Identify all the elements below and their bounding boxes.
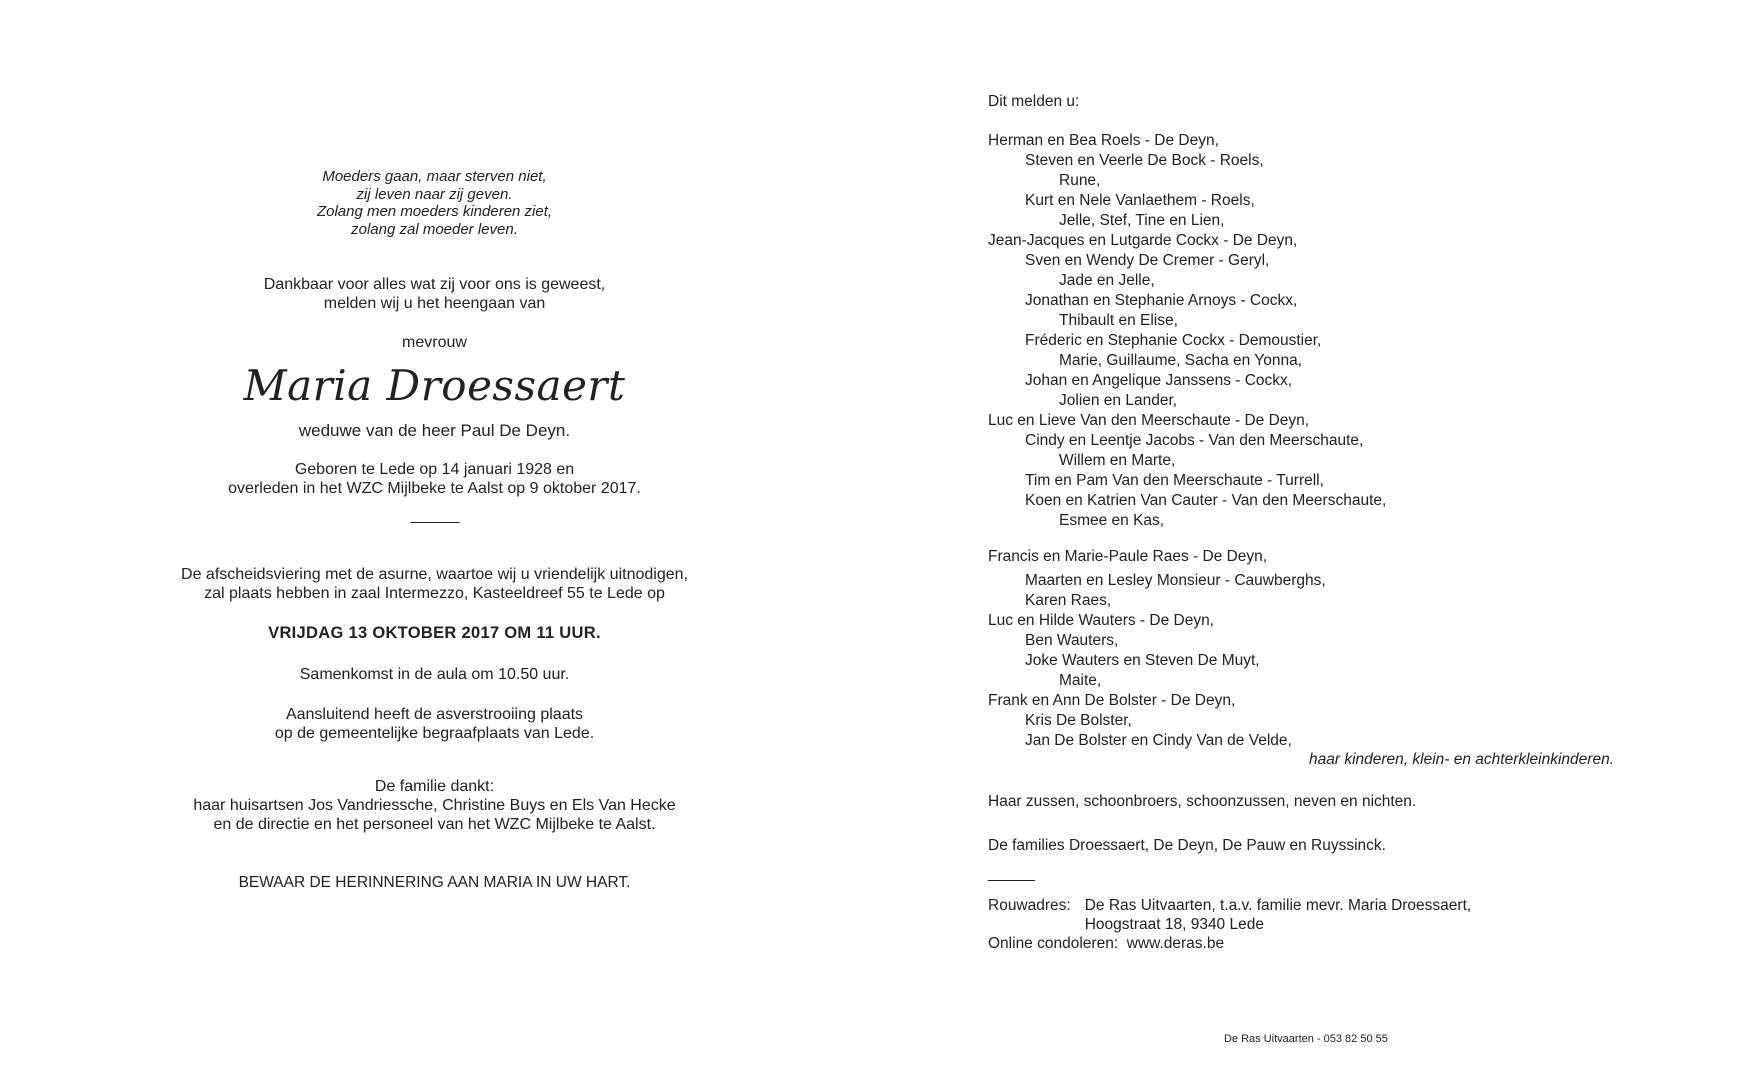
online-label: Online condoleren: — [988, 935, 1119, 952]
family-member-line: Francis en Marie-Paule Raes - De Deyn, — [988, 548, 1268, 565]
family-list — [988, 131, 1386, 531]
intro-line: Dankbaar voor alles wat zij voor ons is geweest, — [263, 276, 606, 293]
family-member-line: Ben Wauters, — [1025, 632, 1119, 649]
address-label: Rouwadres: — [988, 897, 1071, 914]
family-member-line: Jelle, Stef, Tine en Lien, — [1059, 212, 1225, 229]
siblings-line: Haar zussen, schoonbroers, schoonzussen, neven en nichten. — [988, 793, 1417, 810]
birth-death-info — [0, 460, 869, 498]
ceremony-info — [0, 565, 869, 603]
right-page — [869, 0, 1738, 1080]
family-member-line: Jean-Jacques en Lutgarde Cockx - De Deyn, — [988, 232, 1298, 249]
address-line: Hoogstraat 18, 9340 Lede — [1084, 916, 1264, 933]
title-word: mevrouw — [402, 334, 467, 351]
online-condolence — [988, 934, 1224, 954]
ash-scattering-info — [0, 705, 869, 743]
family-member-line: Marie, Guillaume, Sacha en Yonna, — [1059, 352, 1302, 369]
families-line: De families Droessaert, De Deyn, De Pauw en Ruyssinck. — [988, 837, 1386, 854]
family-member-line: Sven en Wendy De Cremer - Geryl, — [1025, 252, 1270, 269]
family-member-line: Rune, — [1059, 172, 1101, 189]
family-member-line: Thibault en Elise, — [1059, 312, 1178, 329]
family-member-line: Esmee en Kas, — [1059, 512, 1165, 529]
birth-line: Geboren te Lede op 14 januari 1928 en — [294, 461, 575, 478]
address-line: De Ras Uitvaarten, t.a.v. familie mevr. Maria Droessaert, — [1084, 897, 1472, 914]
family-member-line: Tim en Pam Van den Meerschaute - Turrell, — [1025, 472, 1324, 489]
family-member-line: Frank en Ann De Bolster - De Deyn, — [988, 692, 1236, 709]
family-member-line: Jan De Bolster en Cindy Van de Velde, — [1025, 732, 1292, 749]
family-member-line: Karen Raes, — [1025, 592, 1112, 609]
family-member-line: Kurt en Nele Vanlaethem - Roels, — [1025, 192, 1255, 209]
family-member-line: Kris De Bolster, — [1025, 712, 1132, 729]
thanks-line: De familie dankt: — [374, 778, 495, 795]
closing-line: BEWAAR DE HERINNERING AAN MARIA IN UW HART. — [238, 874, 631, 891]
ceremony-line: De afscheidsviering met de asurne, waartoe wij u vriendelijk uitnodigen, — [181, 566, 688, 583]
intro-line: melden wij u het heengaan van — [323, 295, 546, 312]
family-member-line: Johan en Angelique Janssens - Cockx, — [1025, 372, 1293, 389]
family-member-line: Fréderic en Stephanie Cockx - Demoustier, — [1025, 332, 1322, 349]
family-list-second — [988, 547, 1326, 751]
right-intro: Dit melden u: — [988, 93, 1080, 110]
family-member-line: Jade en Jelle, — [1059, 272, 1155, 289]
family-member-line: Luc en Hilde Wauters - De Deyn, — [988, 612, 1214, 629]
family-member-line: Maite, — [1059, 672, 1102, 689]
separator: ______ — [410, 507, 459, 524]
poem-line: Moeders gaan, maar sterven niet, — [322, 168, 547, 185]
family-member-line: Koen en Katrien Van Cauter - Van den Meerschaute, — [1025, 492, 1387, 509]
meeting-time: Samenkomst in de aula om 10.50 uur. — [299, 666, 570, 683]
scattering-line: Aansluitend heeft de asverstrooiing plaats — [285, 706, 584, 723]
family-member-line: Jolien en Lander, — [1059, 392, 1178, 409]
family-member-line: Steven en Veerle De Bock - Roels, — [1025, 152, 1264, 169]
family-member-line: Herman en Bea Roels - De Deyn, — [988, 132, 1219, 149]
announcement-intro — [0, 275, 869, 313]
thanks-line: haar huisartsen Jos Vandriessche, Christine Buys en Els Van Hecke — [193, 797, 676, 814]
poem — [0, 168, 869, 238]
poem-line: zij leven naar zij geven. — [356, 185, 513, 203]
footer-contact: De Ras Uitvaarten - 053 82 50 55 — [1224, 1033, 1388, 1045]
family-member-line: Maarten en Lesley Monsieur - Cauwberghs, — [1025, 572, 1326, 589]
ceremony-date: VRIJDAG 13 OKTOBER 2017 OM 11 UUR. — [268, 624, 601, 642]
online-link[interactable]: www.deras.be — [1126, 935, 1225, 952]
family-member-line: Jonathan en Stephanie Arnoys - Cockx, — [1025, 292, 1298, 309]
widow-line: weduwe van de heer Paul De Deyn. — [298, 421, 571, 440]
family-thanks — [0, 777, 869, 834]
thanks-line: en de directie en het personeel van het WZC Mijlbeke te Aalst. — [213, 816, 656, 833]
mourning-address — [988, 896, 1471, 934]
family-member-line: Cindy en Leentje Jacobs - Van den Meerschaute, — [1025, 432, 1364, 449]
poem-line: Zolang men moeders kinderen ziet, — [316, 203, 553, 220]
death-line: overleden in het WZC Mijlbeke te Aalst op 9 oktober 2017. — [228, 480, 641, 497]
family-member-line: Joke Wauters en Steven De Muyt, — [1025, 652, 1260, 669]
ceremony-line: zal plaats hebben in zaal Intermezzo, Kasteeldreef 55 te Lede op — [204, 585, 665, 602]
deceased-name: Maria Droessaert — [243, 361, 626, 410]
separator: ______ — [988, 865, 1034, 882]
family-caption: haar kinderen, klein- en achterkleinkinderen. — [1308, 751, 1614, 768]
family-member-line: Willem en Marte, — [1059, 452, 1176, 469]
family-member-line: Luc en Lieve Van den Meerschaute - De Deyn, — [988, 412, 1310, 429]
scattering-line: op de gemeentelijke begraafplaats van Lede. — [274, 725, 595, 742]
poem-line: zolang zal moeder leven. — [351, 220, 518, 238]
